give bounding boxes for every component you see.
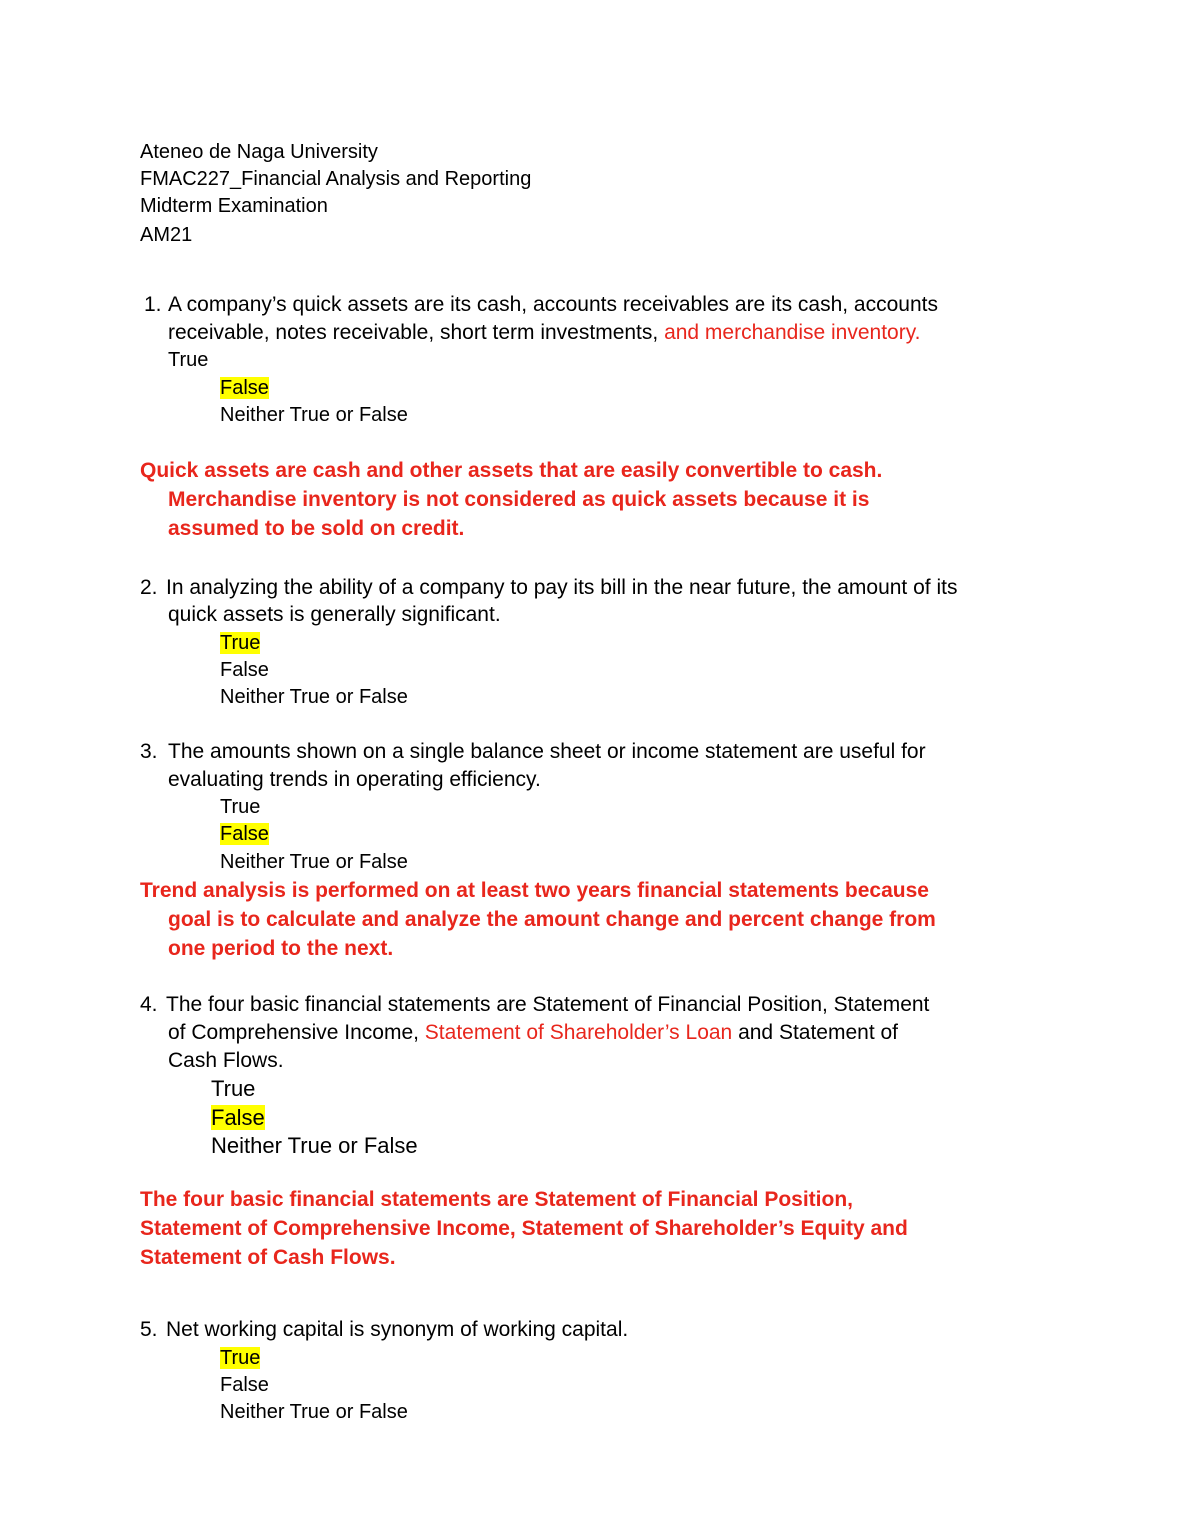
question-1-explanation-line-2: Merchandise inventory is not considered as quick assets because it is [168, 488, 870, 511]
question-1-explanation-line-1: Quick assets are cash and other assets that are easily convertible to cash. [140, 459, 883, 482]
question-1-option-false [220, 375, 269, 401]
question-2-number: 2. [140, 576, 158, 599]
question-4-text-line-1: The four basic financial statements are Statement of Financial Position, Statement [166, 993, 930, 1016]
question-1-option-true: True [168, 349, 209, 371]
question-4-answer-highlight: False [211, 1105, 265, 1130]
question-2-option-true [220, 630, 260, 656]
question-1-option-neither: Neither True or False [220, 404, 408, 426]
question-3-option-true: True [220, 796, 261, 818]
question-1-number: 1. [144, 293, 162, 316]
question-3-number: 3. [140, 740, 158, 763]
course-title: FMAC227_Financial Analysis and Reporting [140, 168, 532, 190]
question-3-text-line-2: evaluating trends in operating efficiency. [168, 768, 541, 791]
question-3-explanation-line-2: goal is to calculate and analyze the amount change and percent change from [168, 908, 936, 931]
university-name: Ateneo de Naga University [140, 141, 378, 163]
question-2-option-neither: Neither True or False [220, 686, 408, 708]
question-4-explanation-line-1: The four basic financial statements are Statement of Financial Position, [140, 1188, 853, 1211]
question-4-option-false [211, 1105, 265, 1131]
question-3-option-neither: Neither True or False [220, 851, 408, 873]
question-5-option-neither: Neither True or False [220, 1401, 408, 1423]
question-5-answer-highlight: True [220, 1347, 261, 1369]
question-3-text-line-1: The amounts shown on a single balance sheet or income statement are useful for [168, 740, 926, 763]
question-3-explanation-line-3: one period to the next. [168, 937, 394, 960]
question-5-option-true [220, 1345, 260, 1371]
exam-title: Midterm Examination [140, 195, 328, 217]
question-2-text-line-2: quick assets is generally significant. [168, 603, 501, 626]
question-1-text-line-1: A company’s quick assets are its cash, accounts receivables are its cash, accounts [168, 293, 938, 316]
question-4-explanation-line-2: Statement of Comprehensive Income, Statement of Shareholder’s Equity and [140, 1217, 908, 1240]
question-5-option-false: False [220, 1374, 269, 1396]
question-4-explanation-line-3: Statement of Cash Flows. [140, 1246, 396, 1269]
question-4-number: 4. [140, 993, 158, 1016]
question-4-text-line-3: Cash Flows. [168, 1049, 284, 1072]
question-1-explanation-line-3: assumed to be sold on credit. [168, 517, 465, 540]
section-code: AM21 [140, 224, 193, 246]
question-4-error-phrase: Statement of Shareholder’s Loan [424, 1021, 733, 1044]
question-1-error-phrase: and merchandise inventory. [664, 321, 921, 344]
question-1-answer-highlight: False [220, 377, 269, 399]
question-4-option-true: True [211, 1076, 256, 1101]
question-4-text-line-2: of Comprehensive Income, Statement of Shareholder’s Loan and Statement of [168, 1021, 899, 1044]
question-3-option-false [220, 821, 269, 847]
question-2-answer-highlight: True [220, 632, 261, 654]
question-3-answer-highlight: False [220, 823, 269, 845]
question-2-text-line-1: In analyzing the ability of a company to pay its bill in the near future, the amount of its [166, 576, 958, 599]
question-3-explanation-line-1: Trend analysis is performed on at least two years financial statements because [140, 879, 929, 902]
question-4-option-neither: Neither True or False [211, 1133, 418, 1158]
question-5-number: 5. [140, 1318, 158, 1341]
question-1-text-line-2: receivable, notes receivable, short term investments, and merchandise inventory. [168, 321, 921, 344]
question-5-text-line-1: Net working capital is synonym of working capital. [166, 1318, 629, 1341]
question-2-option-false: False [220, 659, 269, 681]
